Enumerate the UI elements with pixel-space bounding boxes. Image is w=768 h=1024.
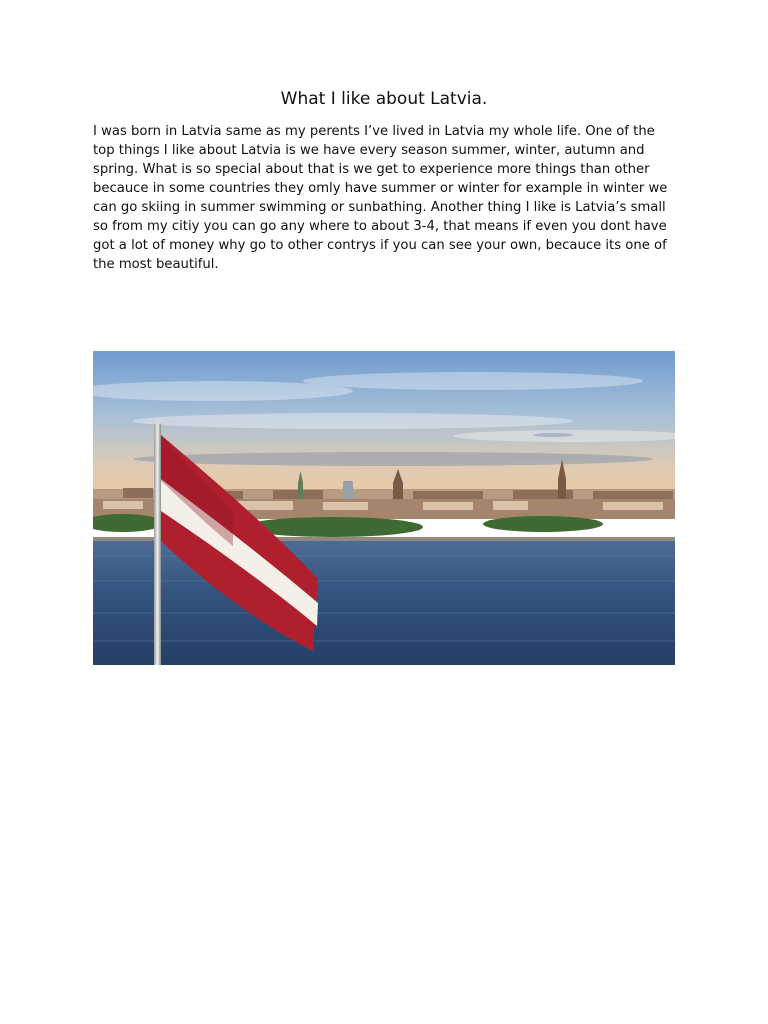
- latvia-flag-photo: [93, 351, 675, 665]
- latvia-flag-photo-graphic: [93, 351, 675, 665]
- document-title: What I like about Latvia.: [280, 89, 488, 109]
- document-body-paragraph: I was born in Latvia same as my perents I’ve lived in Latvia my whole life. One of the top things I like about Latvia is we have every season summer, winter, autumn and spring. What is so special about that is we get to experience more things than other becauce in some countries they omly have summer or winter for example in winter we can go skiing in summer swimming or sunbathing. Another thing I like is Latvia’s small so from my citiy you can go any where to about 3-4, that means if even you dont have got a lot of money why go to other contrys if you can see your own, becauce its one of the most beautiful.: [93, 124, 668, 272]
